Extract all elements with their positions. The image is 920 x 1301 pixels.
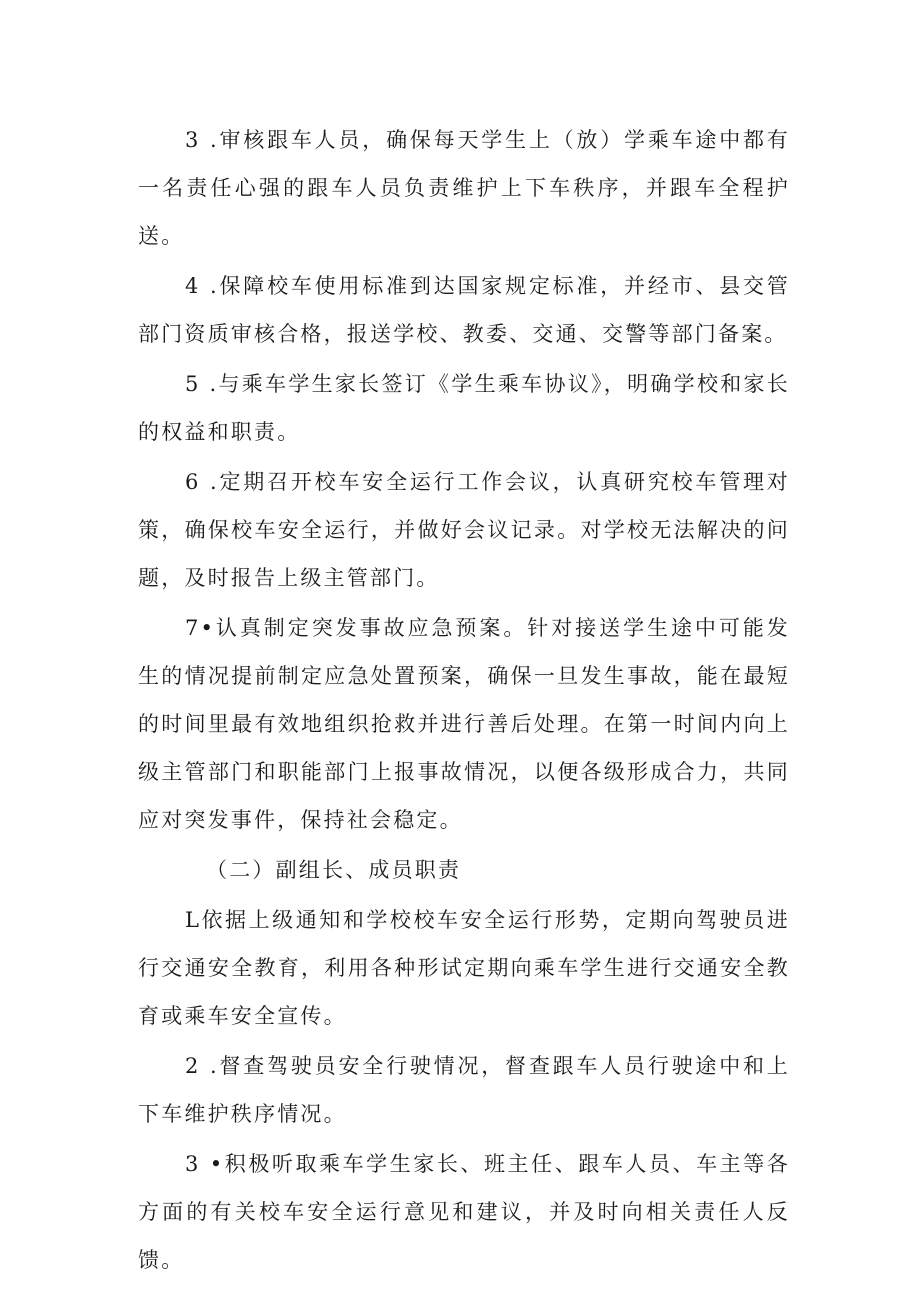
paragraph-item-4: 4 .保障校车使用标准到达国家规定标准，并经市、县交管部门资质审核合格，报送学校、教委、交通、交警等部门备案。 (138, 274, 790, 346)
paragraph-duty-1: L依据上级通知和学校校车安全运行形势，定期向驾驶员进行交通安全教育，利用各种形试定期向乘车学生进行交通安全教育或乘车安全宣传。 (138, 908, 790, 1028)
document-body (138, 116, 790, 1284)
paragraph-item-5: 5 .与乘车学生家长签订《学生乘车协议》，明确学校和家长的权益和职责。 (138, 372, 790, 444)
section-heading: （二）副组长、成员职责 (206, 858, 462, 882)
paragraph-item-6: 6 .定期召开校车安全运行工作会议，认真研究校车管理对策，确保校车安全运行，并做好会议记录。对学校无法解决的问题，及时报告上级主管部门。 (138, 470, 790, 590)
paragraph-duty-2: 2 .督查驾驶员安全行驶情况，督查跟车人员行驶途中和上下车维护秩序情况。 (138, 1054, 790, 1126)
paragraph-item-3: 3 .审核跟车人员，确保每天学生上（放）学乘车途中都有一名责任心强的跟车人员负责维护上下车秩序，并跟车全程护送。 (138, 128, 790, 248)
paragraph-duty-3: 3 •积极听取乘车学生家长、班主任、跟车人员、车主等各方面的有关校车安全运行意见和建议，并及时向相关责任人反馈。 (138, 1152, 790, 1272)
paragraph-item-7: 7•认真制定突发事故应急预案。针对接送学生途中可能发生的情况提前制定应急处置预案，确保一旦发生事故，能在最短的时间里最有效地组织抢救并进行善后处理。在第一时间内向上级主管部门和职能部门上报事故情况，以便各级形成合力，共同应对突发事件，保持社会稳定。 (138, 616, 790, 832)
